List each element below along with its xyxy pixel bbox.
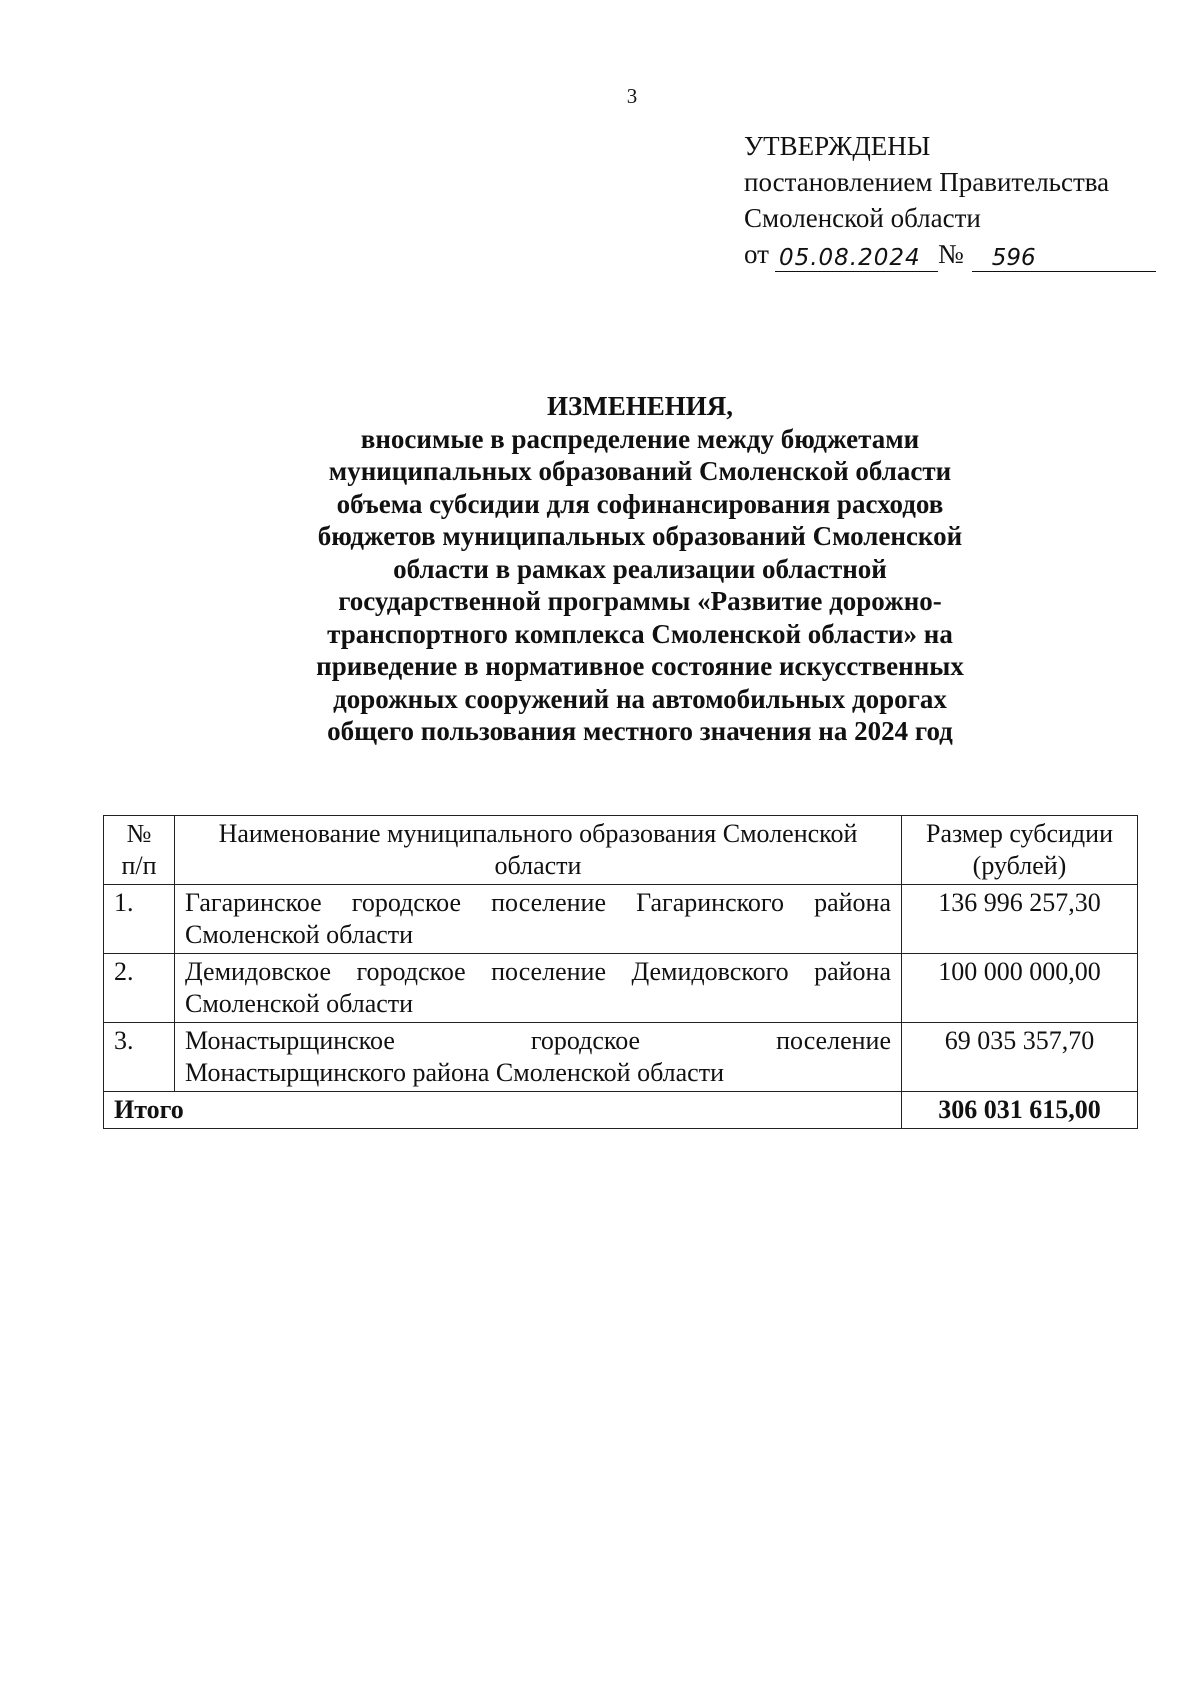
- header-num-line1: №: [126, 819, 152, 848]
- handwritten-number: 596: [972, 245, 1156, 272]
- title-line: объема субсидии для софинансирования расходов: [336, 488, 944, 519]
- header-name-cell: Наименование муниципального образования Смоленской области: [175, 816, 902, 885]
- row-num-cell: 1.: [104, 885, 175, 954]
- page-number: 3: [626, 84, 638, 108]
- total-label-cell: Итого: [104, 1092, 902, 1129]
- row-amount-cell: 136 996 257,30: [902, 885, 1138, 954]
- row-name-line1: [185, 1025, 891, 1057]
- row-name-cell: Демидовское городское поселение Демидовского района Смоленской области: [175, 954, 902, 1023]
- title-line: вносимые в распределение между бюджетами: [360, 423, 920, 454]
- document-title: [200, 390, 1080, 748]
- table-header-row: [104, 816, 1138, 885]
- header-amount-line1: Размер субсидии: [926, 819, 1113, 848]
- row-name-word: поселение: [776, 1026, 891, 1055]
- header-amount-cell: [902, 816, 1138, 885]
- row-num-cell: 3.: [104, 1023, 175, 1092]
- row-num-cell: 2.: [104, 954, 175, 1023]
- approval-line-1: УТВЕРЖДЕНЫ: [744, 131, 931, 161]
- approval-line-3: Смоленской области: [744, 203, 981, 233]
- title-line: общего пользования местного значения на 2024 год: [327, 716, 953, 746]
- number-sign: №: [937, 239, 964, 269]
- date-prefix: от: [744, 239, 769, 269]
- row-amount-cell: 100 000 000,00: [902, 954, 1138, 1023]
- subsidy-table: [103, 815, 1138, 1129]
- approval-block: [744, 128, 1156, 272]
- header-amount-line2: (рублей): [972, 851, 1067, 880]
- row-name-cell: [175, 1023, 902, 1092]
- table-row: [104, 1023, 1138, 1092]
- approval-date-line: [744, 236, 1156, 272]
- row-name-line2: Монастырщинского района Смоленской области: [185, 1058, 724, 1087]
- handwritten-date: 05.08.2024: [775, 245, 938, 272]
- total-amount-cell: 306 031 615,00: [902, 1092, 1138, 1129]
- table-total-row: [104, 1092, 1138, 1129]
- title-line: транспортного комплекса Смоленской области» на: [327, 618, 953, 649]
- title-line: дорожных сооружений на автомобильных дорогах: [333, 683, 947, 714]
- row-amount-cell: 69 035 357,70: [902, 1023, 1138, 1092]
- title-line: области в рамках реализации областной: [393, 553, 887, 584]
- row-name-cell: Гагаринское городское поселение Гагаринского района Смоленской области: [175, 885, 902, 954]
- title-line: государственной программы «Развитие дорожно-: [338, 586, 942, 616]
- header-num-line2: п/п: [121, 851, 157, 880]
- header-num-cell: [104, 816, 175, 885]
- table-row: [104, 885, 1138, 954]
- approval-line-2: постановлением Правительства: [744, 167, 1110, 197]
- table-row: [104, 954, 1138, 1023]
- title-line: бюджетов муниципальных образований Смоленской: [317, 521, 963, 551]
- title-line: приведение в нормативное состояние искусственных: [316, 651, 964, 681]
- title-heading: ИЗМЕНЕНИЯ,: [546, 391, 733, 421]
- row-name-word: Монастырщинское: [185, 1026, 395, 1055]
- row-name-word: городское: [530, 1026, 641, 1055]
- title-line: муниципальных образований Смоленской области: [328, 456, 952, 486]
